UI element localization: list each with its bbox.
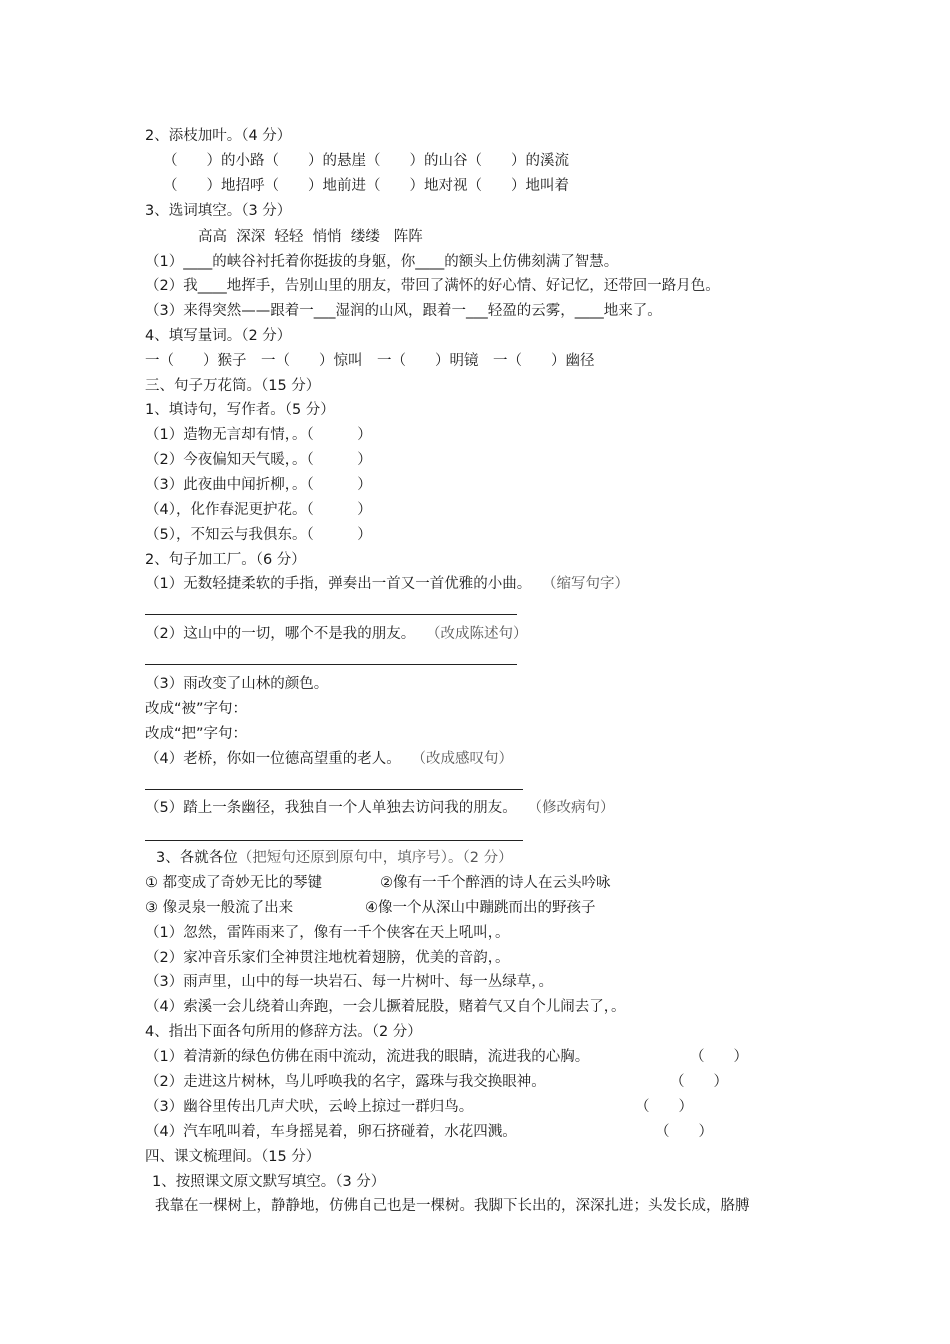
fill-row: 一（ ）猴子 一（ ）惊叫 一（ ）明镜 一（ ）幽径 <box>145 353 595 369</box>
question-item <box>145 796 614 820</box>
question-item: （1）____的峡谷衬托着你挺拔的身躯，你____的额头上仿佛刻满了智慧。 <box>145 254 619 270</box>
question-item <box>145 1120 713 1144</box>
question-item: （2）家冲音乐家们全神贯注地枕着翅膀，优美的音韵，。 <box>145 950 510 966</box>
question-item <box>145 622 527 646</box>
question-item <box>145 1095 693 1119</box>
option-item: ① 都变成了奇妙无比的琴键 <box>145 875 323 891</box>
question-text: （1）无数轻捷柔软的手指，弹奏出一首又一首优雅的小曲。 <box>145 576 532 592</box>
answer-prompt: 改成“被”字句： <box>145 701 248 717</box>
question-text: （3）幽谷里传出几声犬吠，云岭上掠过一群归鸟。 <box>145 1099 474 1115</box>
option-row <box>145 896 596 920</box>
section-heading: 1、按照课文原文默写填空。（3 分） <box>152 1174 386 1190</box>
section-heading: 2、添枝加叶。（4 分） <box>145 128 292 144</box>
question-text: （5）踏上一条幽径，我独自一个人单独去访问我的朋友。 <box>145 800 517 816</box>
answer-paren: （ ） <box>670 1074 728 1090</box>
question-item: （1）忽然，雷阵雨来了，像有一千个侠客在天上吼叫，。 <box>145 925 510 941</box>
answer-prompt: 改成“把”字句： <box>145 726 248 742</box>
poem-item: （2）今夜偏知天气暖，。（ ） <box>145 452 372 468</box>
section-heading: 4、填写量词。（2 分） <box>145 328 292 344</box>
question-item <box>145 1070 728 1094</box>
poem-item: （5），不知云与我俱东。（ ） <box>145 527 372 543</box>
passage-text: 我靠在一棵树上，静静地，仿佛自己也是一棵树。我脚下长出的，深深扎进；头发长成，胳膊 <box>155 1198 750 1214</box>
question-text: （2）走进这片树林，鸟儿呼唤我的名字，露珠与我交换眼神。 <box>145 1074 546 1090</box>
part-heading: 四、课文梳理间。（15 分） <box>145 1149 321 1165</box>
fill-row: （ ）地招呼（ ）地前进（ ）地对视（ ）地叫着 <box>163 178 569 194</box>
question-note: （改成陈述句） <box>433 626 528 642</box>
question-item <box>145 1045 748 1069</box>
section-heading: 2、句子加工厂。（6 分） <box>145 552 306 568</box>
answer-line <box>145 664 517 665</box>
question-item: （3）来得突然——跟着一___湿润的山风，跟着一___轻盈的云雾，____地来了。 <box>145 303 662 319</box>
question-text: （1）着清新的绿色仿佛在雨中流动，流进我的眼睛，流进我的心胸。 <box>145 1049 590 1065</box>
answer-line <box>145 614 517 615</box>
poem-item: （3）此夜曲中闻折柳，。（ ） <box>145 477 372 493</box>
question-item <box>145 747 513 771</box>
question-note: （修改病句） <box>534 800 615 816</box>
question-text: （4）汽车吼叫着，车身摇晃着，卵石挤碰着，水花四溅。 <box>145 1124 517 1140</box>
option-item: ③ 像灵泉一般流了出来 <box>145 900 294 916</box>
section-note: （把短句还原到原句中，填序号）。（2 分） <box>237 850 513 866</box>
answer-line <box>145 789 523 790</box>
option-item: ④像一个从深山中蹦跳而出的野孩子 <box>365 900 596 916</box>
question-text: （2）这山中的一切，哪个不是我的朋友。 <box>145 626 416 642</box>
question-note: （改成感叹句） <box>418 751 513 767</box>
answer-paren: （ ） <box>655 1124 713 1140</box>
question-text: （4）老桥，你如一位德高望重的老人。 <box>145 751 401 767</box>
question-item <box>145 572 629 596</box>
option-row <box>145 871 611 895</box>
option-item: ②像有一千个醉酒的诗人在云头吟咏 <box>380 875 611 891</box>
question-note: （缩写句字） <box>549 576 629 592</box>
answer-line <box>145 840 523 841</box>
section-heading <box>156 846 513 870</box>
poem-item: （4），化作春泥更护花。（ ） <box>145 502 372 518</box>
question-item: （3）雨改变了山林的颜色。 <box>145 676 329 692</box>
answer-paren: （ ） <box>690 1049 748 1065</box>
section-heading: 3、选词填空。（3 分） <box>145 203 292 219</box>
section-title: 3、各就各位 <box>156 850 238 866</box>
question-item: （4）索溪一会儿绕着山奔跑，一会儿撅着屁股，赌着气又自个儿闹去了，。 <box>145 999 626 1015</box>
question-item: （2）我____地挥手，告别山里的朋友，带回了满怀的好心情、好记忆，还带回一路月色。 <box>145 278 720 294</box>
part-heading: 三、句子万花筒。（15 分） <box>145 378 321 394</box>
answer-paren: （ ） <box>635 1099 693 1115</box>
question-item: （3）雨声里，山中的每一块岩石、每一片树叶、每一丛绿草，。 <box>145 974 553 990</box>
word-bank: 高高 深深 轻轻 悄悄 缕缕 阵阵 <box>198 229 423 245</box>
section-heading: 4、指出下面各句所用的修辞方法。（2 分） <box>145 1024 422 1040</box>
poem-item: （1）造物无言却有情，。（ ） <box>145 427 372 443</box>
section-heading: 1、填诗句，写作者。（5 分） <box>145 402 335 418</box>
fill-row: （ ）的小路（ ）的悬崖（ ）的山谷（ ）的溪流 <box>163 153 569 169</box>
